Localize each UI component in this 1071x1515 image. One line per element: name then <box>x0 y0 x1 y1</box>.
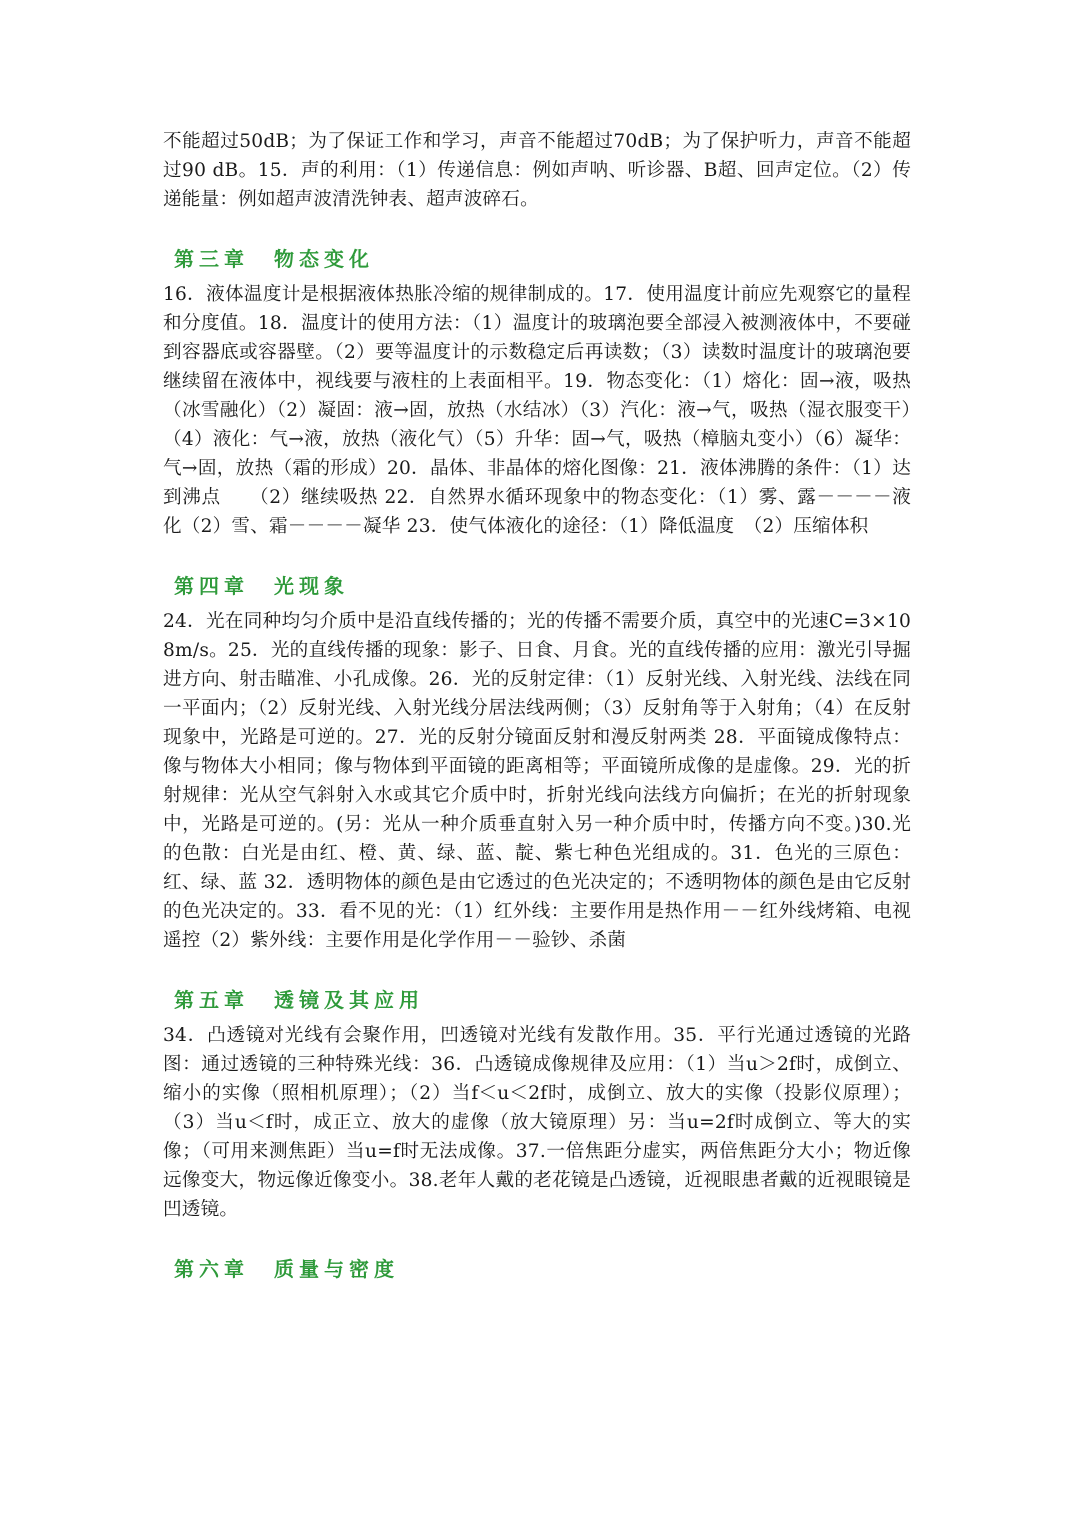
chapter-3-heading: 第三章 物态变化 <box>174 247 374 271</box>
spacer <box>163 1224 911 1253</box>
chapter-4-paragraph: 24．光在同种均匀介质中是沿直线传播的；光的传播不需要介质，真空中的光速C=3×108m/s。25．光的直线传播的现象：影子、日食、月食。光的直线传播的应用：激光引导掘进方向、射击瞄准、小孔成像。26．光的反射定律：（1）反射光线、入射光线、法线在同一平面内；（2）反射光线、入射光线分居法线两侧；（3）反射角等于入射角；（4）在反射现象中，光路是可逆的。27．光的反射分镜面反射和漫反射两类 28．平面镜成像特点：像与物体大小相同；像与物体到平面镜的距离相等；平面镜所成像的是虚像。29．光的折射规律：光从空气斜射入水或其它介质中时，折射光线向法线方向偏折；在光的折射现象中，光路是可逆的。(另：光从一种介质垂直射入另一种介质中时，传播方向不变。)30.光的色散：白光是由红、橙、黄、绿、蓝、靛、紫七种色光组成的。31．色光的三原色：红、绿、蓝 32．透明物体的颜色是由它透过的色光决定的；不透明物体的颜色是由它反射的色光决定的。33．看不见的光：（1）红外线：主要作用是热作用－－红外线烤箱、电视遥控（2）紫外线：主要作用是化学作用－－验钞、杀菌 <box>163 611 911 951</box>
spacer <box>163 541 911 570</box>
chapter-4-heading: 第四章 光现象 <box>174 574 349 598</box>
paragraph-sound-continued: 不能超过50dB；为了保证工作和学习，声音不能超过70dB；为了保护听力，声音不能超过90 dB。15．声的利用：（1）传递信息：例如声呐、听诊器、B超、回声定位。（2）传递能量：例如超声波清洗钟表、超声波碎石。 <box>163 131 911 210</box>
document-page <box>163 127 911 1285</box>
chapter-5-paragraph: 34．凸透镜对光线有会聚作用，凹透镜对光线有发散作用。35．平行光通过透镜的光路图：通过透镜的三种特殊光线：36．凸透镜成像规律及应用：（1）当u＞2f时，成倒立、缩小的实像（照相机原理）；（2）当f＜u＜2f时，成倒立、放大的实像（投影仪原理）；（3）当u＜f时，成正立、放大的虚像（放大镜原理）另：当u=2f时成倒立、等大的实像；（可用来测焦距）当u=f时无法成像。37.一倍焦距分虚实，两倍焦距分大小；物近像远像变大，物远像近像变小。38.老年人戴的老花镜是凸透镜，近视眼患者戴的近视眼镜是凹透镜。 <box>163 1025 911 1220</box>
chapter-5-heading: 第五章 透镜及其应用 <box>174 988 424 1012</box>
chapter-3-paragraph: 16．液体温度计是根据液体热胀冷缩的规律制成的。17．使用温度计前应先观察它的量程和分度值。18．温度计的使用方法：（1）温度计的玻璃泡要全部浸入被测液体中，不要碰到容器底或容器壁。（2）要等温度计的示数稳定后再读数；（3）读数时温度计的玻璃泡要继续留在液体中，视线要与液柱的上表面相平。19．物态变化：（1）熔化：固→液，吸热（冰雪融化）（2）凝固：液→固，放热（水结冰）（3）汽化：液→气，吸热（湿衣服变干）（4）液化：气→液，放热（液化气）（5）升华：固→气，吸热（樟脑丸变小）（6）凝华：气→固，放热（霜的形成）20．晶体、非晶体的熔化图像：21．液体沸腾的条件：（1）达到沸点 （2）继续吸热 22．自然界水循环现象中的物态变化：（1）雾、露－－－－液化（2）雪、霜－－－－凝华 23．使气体液化的途径：（1）降低温度 （2）压缩体积 <box>163 284 911 537</box>
spacer <box>163 955 911 984</box>
spacer <box>163 214 911 243</box>
chapter-6-heading: 第六章 质量与密度 <box>174 1257 399 1281</box>
